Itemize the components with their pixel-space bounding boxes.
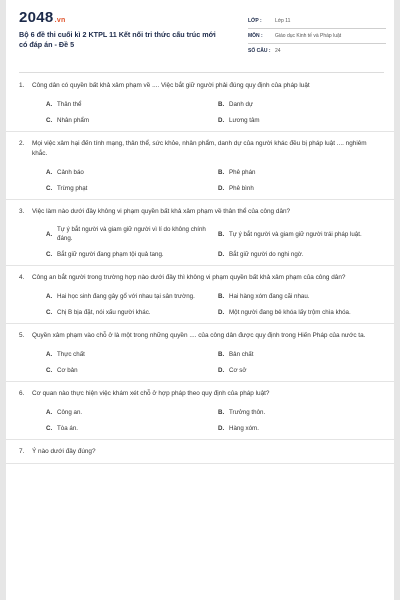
option-letter: C. [46, 116, 53, 124]
meta-subject-row [248, 29, 386, 44]
question-stem [19, 447, 380, 457]
answer-option[interactable] [218, 291, 380, 301]
answer-option[interactable] [46, 183, 208, 193]
question-number: 5. [19, 332, 25, 339]
answer-option[interactable] [218, 407, 380, 417]
question-stem [19, 273, 380, 283]
question-number: 7. [19, 448, 25, 455]
option-letter: C. [46, 308, 53, 316]
answer-option[interactable] [46, 225, 208, 243]
option-text: Bắt giữ người do nghi ngờ. [229, 250, 304, 258]
option-letter: A. [46, 292, 53, 300]
question-text: Cơ quan nào thực hiện việc khám xét chỗ ở hợp pháp theo quy định của pháp luật? [32, 390, 270, 397]
answer-option[interactable] [218, 307, 380, 317]
question-text: Mọi việc xâm hại đến tính mạng, thân thể, sức khỏe, nhân phẩm, danh dự của người khác đều bị pháp luật .... nghiêm khắc. [32, 140, 367, 157]
answer-options [19, 291, 380, 317]
meta-class-row [248, 14, 386, 29]
logo-suffix: .vn [54, 17, 66, 24]
option-text: Tòa án. [57, 424, 78, 432]
question-item [6, 440, 394, 464]
question-number: 3. [19, 208, 25, 215]
option-letter: A. [46, 100, 53, 108]
question-stem [19, 389, 380, 399]
option-text: Tự ý bắt người và giam giữ người trái pháp luật. [229, 230, 362, 238]
answer-option[interactable] [218, 365, 380, 375]
option-letter: D. [218, 116, 225, 124]
option-letter: A. [46, 350, 53, 358]
option-text: Lương tâm [229, 116, 260, 124]
answer-option[interactable] [218, 423, 380, 433]
question-stem [19, 331, 380, 341]
site-logo[interactable] [19, 9, 66, 26]
option-letter: C. [46, 250, 53, 258]
answer-option[interactable] [46, 365, 208, 375]
option-text: Thực chất [57, 350, 85, 358]
exam-meta [248, 14, 386, 58]
answer-options [19, 167, 380, 193]
option-letter: D. [218, 184, 225, 192]
answer-option[interactable] [46, 115, 208, 125]
meta-count-label: SỐ CÂU : [248, 48, 271, 54]
option-text: Trưởng thôn. [229, 408, 266, 416]
option-letter: A. [46, 408, 53, 416]
header-divider [19, 72, 384, 73]
meta-count-value: 24 [275, 48, 281, 54]
option-text: Cảnh báo [57, 168, 84, 176]
question-item [6, 200, 394, 266]
option-letter: B. [218, 100, 225, 108]
option-letter: A. [46, 168, 53, 176]
option-letter: D. [218, 250, 225, 258]
question-list [6, 74, 394, 464]
answer-option[interactable] [46, 167, 208, 177]
answer-option[interactable] [218, 99, 380, 109]
question-text: Quyền xâm phạm vào chỗ ở là một trong những quyền .... của công dân được quy định trong Hiến Pháp của nước ta. [32, 332, 366, 339]
option-text: Phê phán [229, 168, 256, 176]
meta-count-row [248, 44, 386, 58]
question-item [6, 74, 394, 132]
answer-options [19, 349, 380, 375]
option-letter: D. [218, 308, 225, 316]
option-letter: A. [46, 230, 53, 238]
question-item [6, 266, 394, 324]
option-letter: D. [218, 366, 225, 374]
option-text: Danh dự [229, 100, 254, 108]
meta-class-label: LỚP : [248, 18, 262, 24]
exam-page [6, 0, 394, 600]
answer-option[interactable] [218, 167, 380, 177]
exam-title: Bộ 6 đề thi cuối kì 2 KTPL 11 Kết nối tri thức cấu trúc mới có đáp án - Đề 5 [19, 30, 216, 49]
meta-subject-label: MÔN : [248, 33, 263, 39]
question-text: Việc làm nào dưới đây không vi phạm quyền bất khả xâm phạm về thân thể của công dân? [32, 208, 291, 215]
answer-option[interactable] [218, 249, 380, 259]
option-text: Hàng xóm. [229, 424, 259, 432]
question-text: Công an bắt người trong trường hợp nào dưới đây thì không vi phạm quyền bất khả xâm phạm của công dân? [32, 274, 346, 281]
question-stem [19, 81, 380, 91]
option-text: Trừng phạt [57, 184, 88, 192]
page-header [6, 0, 394, 70]
option-letter: D. [218, 424, 225, 432]
option-text: Một người đang bẻ khóa lấy trộm chìa khóa. [229, 308, 351, 316]
question-stem [19, 207, 380, 217]
option-text: Nhân phẩm [57, 116, 89, 124]
question-stem [19, 139, 380, 159]
answer-options [19, 99, 380, 125]
option-text: Cơ bản [57, 366, 78, 374]
answer-option[interactable] [46, 291, 208, 301]
option-letter: B. [218, 408, 225, 416]
meta-subject-value: Giáo dục Kinh tế và Pháp luật [275, 33, 342, 39]
answer-options [19, 407, 380, 433]
option-letter: B. [218, 168, 225, 176]
question-number: 2. [19, 140, 25, 147]
answer-option[interactable] [46, 407, 208, 417]
option-letter: C. [46, 366, 53, 374]
question-item [6, 132, 394, 200]
option-letter: B. [218, 292, 225, 300]
option-text: Hai hàng xóm đang cãi nhau. [229, 292, 310, 300]
answer-option[interactable] [46, 307, 208, 317]
option-text: Phê bình [229, 184, 254, 192]
option-text: Bắt giữ người đang phạm tội quả tang. [57, 250, 164, 258]
answer-options [19, 225, 380, 259]
answer-option[interactable] [46, 423, 208, 433]
question-number: 1. [19, 82, 25, 89]
option-letter: C. [46, 424, 53, 432]
option-letter: C. [46, 184, 53, 192]
option-text: Tự ý bắt người và giam giữ người vì lí do không chính đáng. [57, 226, 206, 242]
question-number: 6. [19, 390, 25, 397]
question-item [6, 324, 394, 382]
option-text: Hai học sinh đang gây gổ với nhau tại sân trường. [57, 292, 195, 300]
option-text: Chị B bịa đặt, nói xấu người khác. [57, 308, 151, 316]
answer-option[interactable] [218, 115, 380, 125]
option-letter: B. [218, 350, 225, 358]
answer-option[interactable] [46, 349, 208, 359]
answer-option[interactable] [218, 183, 380, 193]
logo-text: 2048 [19, 9, 54, 26]
question-item [6, 382, 394, 440]
option-text: Công an. [57, 408, 83, 416]
meta-class-value: Lớp 11 [275, 18, 291, 24]
question-text: Công dân có quyền bất khả xâm phạm về .... Việc bắt giữ người phải đúng quy định của pháp luật [32, 82, 310, 89]
answer-option[interactable] [46, 99, 208, 109]
option-text: Bản chất [229, 350, 254, 358]
option-text: Cơ sở [229, 366, 247, 374]
answer-option[interactable] [218, 225, 380, 243]
option-letter: B. [218, 230, 225, 238]
answer-option[interactable] [46, 249, 208, 259]
question-number: 4. [19, 274, 25, 281]
answer-option[interactable] [218, 349, 380, 359]
question-text: Ý nào dưới đây đúng? [32, 448, 96, 455]
option-text: Thân thể [57, 100, 82, 108]
